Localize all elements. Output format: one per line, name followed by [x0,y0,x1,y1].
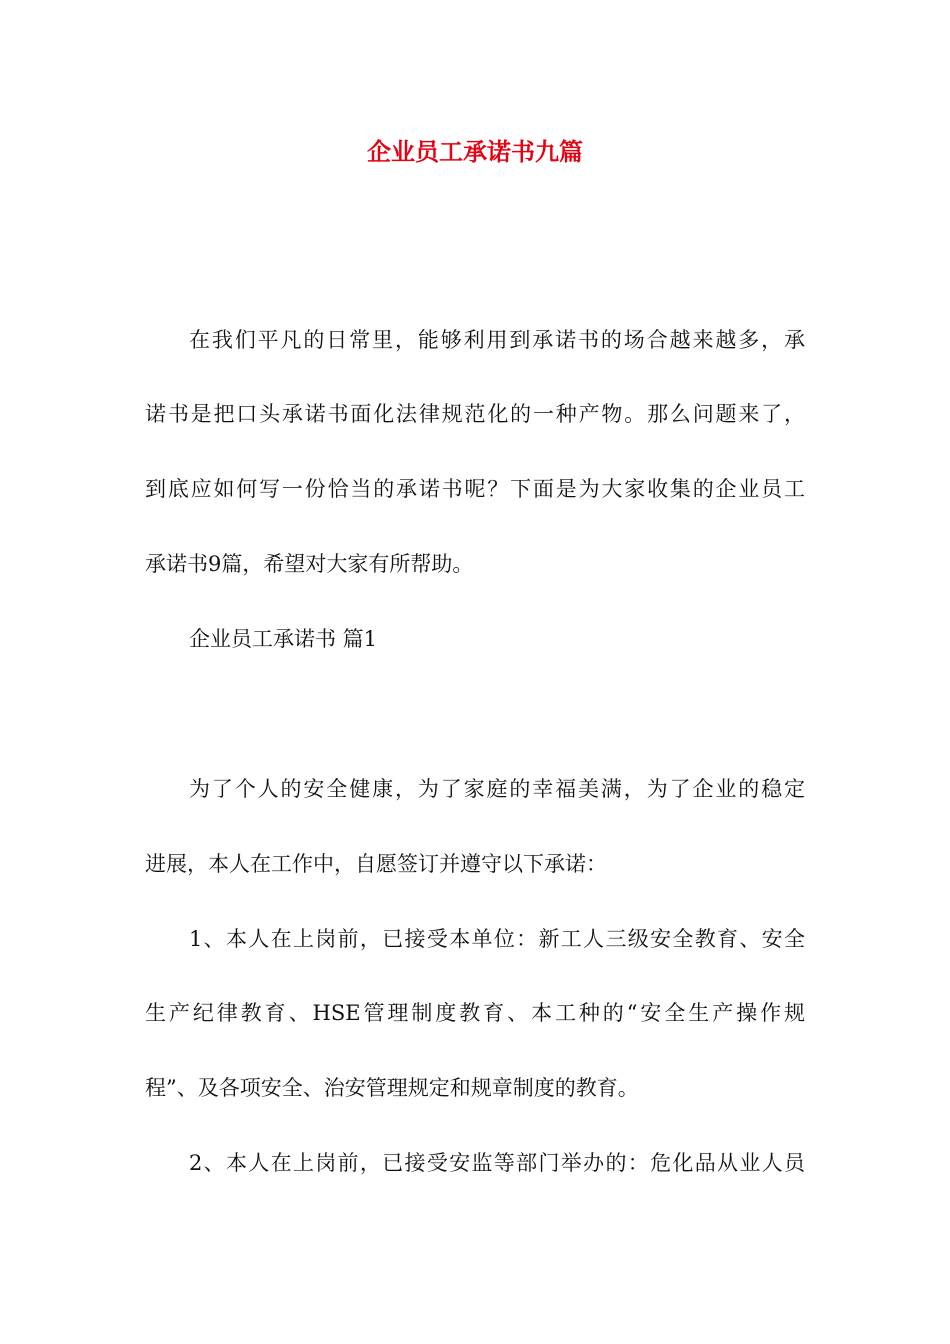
clause-1-line-1: 1、本人在上岗前，已接受本单位：新工人三级安全教育、安全 [189,927,805,951]
clause-1-line-3: 程”、及各项安全、治安管理规定和规章制度的教育。 [145,1076,639,1100]
section-heading: 企业员工承诺书 篇1 [189,627,378,651]
intro-line-4: 承诺书9篇，希望对大家有所帮助。 [145,552,474,576]
intro-line-3: 到底应如何写一份恰当的承诺书呢？下面是为大家收集的企业员工 [145,477,805,501]
body-line-2: 进展，本人在工作中，自愿签订并遵守以下承诺： [145,852,607,876]
body-line-1: 为了个人的安全健康，为了家庭的幸福美满，为了企业的稳定 [189,777,805,801]
intro-line-1: 在我们平凡的日常里，能够利用到承诺书的场合越来越多，承 [189,328,805,352]
document-title: 企业员工承诺书九篇 [367,137,583,166]
intro-line-2: 诺书是把口头承诺书面化法律规范化的一种产物。那么问题来了， [145,402,805,426]
clause-2-line-1: 2、本人在上岗前，已接受安监等部门举办的：危化品从业人员 [189,1151,805,1175]
clause-1-line-2: 生产纪律教育、HSE管理制度教育、本工种的“安全生产操作规 [145,1001,805,1025]
